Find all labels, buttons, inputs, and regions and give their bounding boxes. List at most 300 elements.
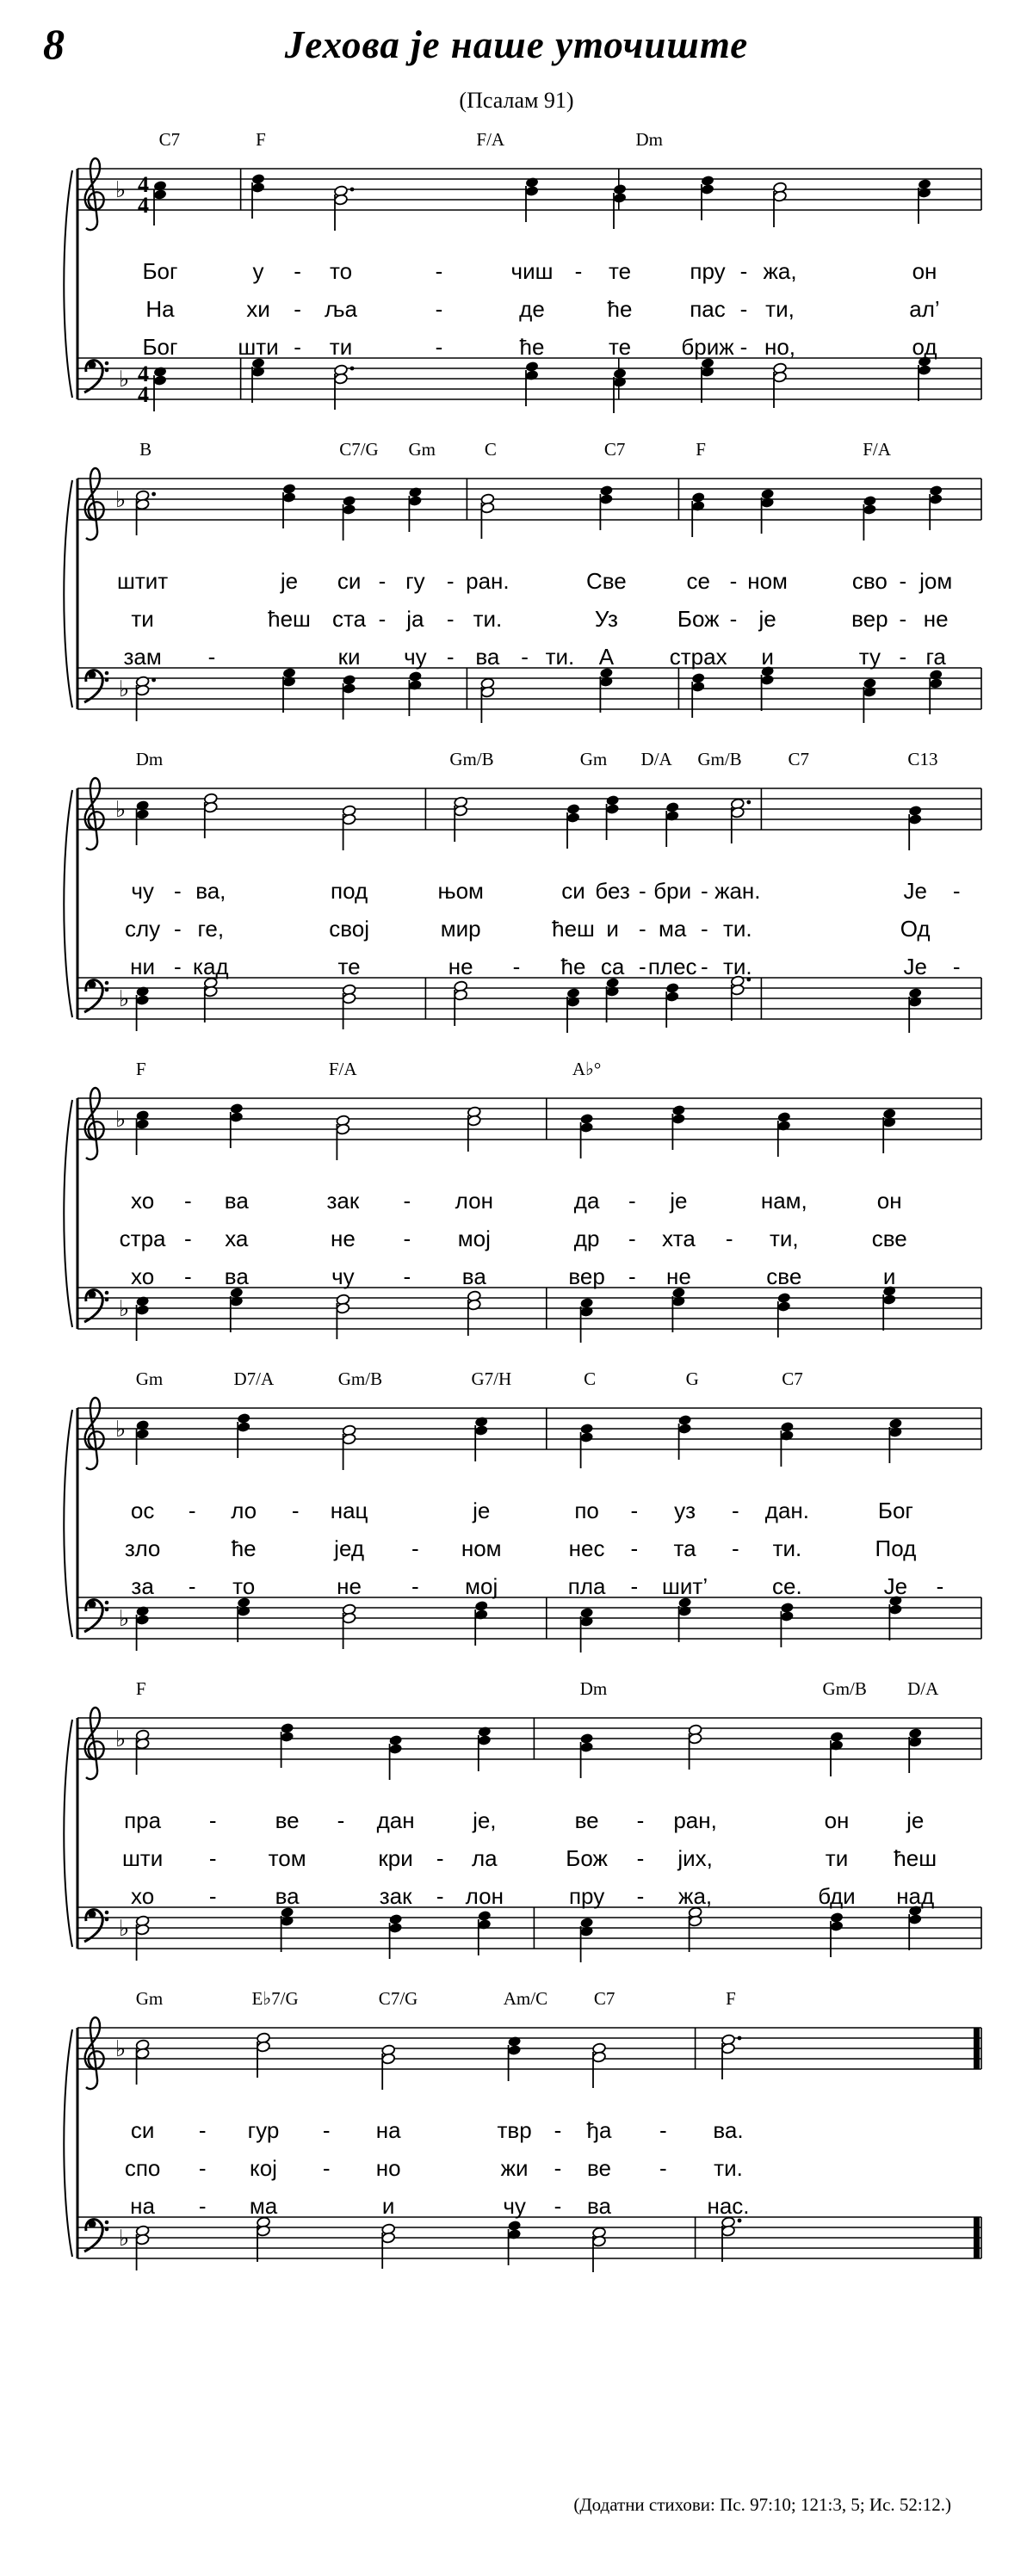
lyric-syllable: кој bbox=[250, 2155, 277, 2181]
lyric-syllable: ки bbox=[337, 644, 361, 670]
lyric-syllable: хи bbox=[246, 296, 270, 322]
lyric-hyphen: - bbox=[435, 258, 443, 284]
grand-staff bbox=[0, 2011, 1033, 2298]
lyric-hyphen: - bbox=[739, 296, 748, 322]
chord-label: C7 bbox=[603, 439, 626, 460]
lyric-syllable: чу bbox=[331, 1263, 355, 1289]
chord-label: B bbox=[139, 439, 152, 460]
chord-label: Gm/B bbox=[449, 749, 494, 769]
lyric-hyphen: - bbox=[701, 878, 708, 904]
lyric-line-verse-2 bbox=[0, 606, 1033, 635]
lyric-syllable: Бож bbox=[677, 606, 720, 632]
lyric-syllable: пла bbox=[567, 1573, 606, 1599]
lyric-syllable: Је bbox=[903, 878, 927, 904]
lyric-syllable: ал’ bbox=[909, 296, 940, 322]
chord-label: Gm/B bbox=[822, 1678, 867, 1699]
chord-label: Am/C bbox=[503, 1988, 548, 2009]
lyric-syllable: на bbox=[375, 2117, 401, 2143]
lyric-hyphen: - bbox=[729, 568, 738, 594]
lyric-hyphen: - bbox=[636, 1807, 645, 1833]
chord-label: Gm bbox=[579, 749, 608, 769]
lyric-hyphen: - bbox=[411, 1573, 419, 1599]
lyric-syllable: том bbox=[268, 1845, 306, 1871]
lyric-hyphen: - bbox=[639, 916, 646, 942]
lyric-line-verse-1 bbox=[0, 2117, 1033, 2147]
lyric-syllable: мој bbox=[465, 1573, 498, 1599]
lyric-syllable: те bbox=[608, 258, 632, 284]
chord-label: C7/G bbox=[339, 439, 379, 460]
lyric-hyphen: - bbox=[208, 1845, 217, 1871]
lyric-syllable: ве bbox=[275, 1807, 300, 1833]
lyric-hyphen: - bbox=[322, 2117, 331, 2143]
lyric-syllable: хо bbox=[131, 1883, 155, 1909]
lyric-syllable: нас. bbox=[707, 2193, 750, 2219]
lyric-syllable: свој bbox=[329, 916, 369, 942]
lyric-syllable: ва bbox=[475, 644, 500, 670]
chord-label: C7 bbox=[593, 1988, 615, 2009]
lyric-syllable: жа, bbox=[763, 258, 797, 284]
lyric-syllable: ће bbox=[519, 334, 545, 360]
chord-label: C bbox=[584, 1368, 597, 1389]
chord-label: Dm bbox=[135, 749, 164, 769]
lyric-hyphen: - bbox=[322, 2155, 331, 2181]
chord-label: F bbox=[256, 129, 266, 150]
lyric-syllable: је bbox=[280, 568, 299, 594]
lyric-syllable: Све bbox=[586, 568, 627, 594]
music-system-4 bbox=[0, 1059, 1033, 1368]
lyric-syllable: хо bbox=[131, 1188, 155, 1214]
lyric-syllable: се bbox=[686, 568, 710, 594]
lyric-syllable: ни bbox=[130, 954, 156, 979]
lyric-hyphen: - bbox=[739, 258, 748, 284]
lyric-hyphen: - bbox=[446, 644, 455, 670]
lyric-hyphen: - bbox=[630, 1498, 639, 1523]
lyric-syllable: Бог bbox=[142, 334, 178, 360]
chord-label: Gm/B bbox=[697, 749, 742, 769]
lyric-syllable: жан. bbox=[714, 878, 761, 904]
lyric-syllable: без bbox=[595, 878, 630, 904]
lyric-syllable: не bbox=[923, 606, 949, 632]
lyric-syllable: лон bbox=[465, 1883, 504, 1909]
lyric-syllable: ћеш bbox=[552, 916, 595, 942]
lyric-hyphen: - bbox=[630, 1535, 639, 1561]
lyric-syllable: зло bbox=[124, 1535, 161, 1561]
lyric-hyphen: - bbox=[659, 2117, 667, 2143]
lyric-syllable: ном bbox=[461, 1535, 502, 1561]
grand-staff bbox=[0, 1391, 1033, 1678]
lyric-hyphen: - bbox=[630, 1573, 639, 1599]
chord-label: Gm/B bbox=[337, 1368, 383, 1389]
lyric-syllable: си bbox=[337, 568, 362, 594]
lyric-hyphen: - bbox=[446, 568, 455, 594]
lyric-syllable: хта bbox=[661, 1226, 696, 1251]
chord-label: C7 bbox=[788, 749, 809, 769]
chord-label: E♭7/G bbox=[251, 1988, 299, 2009]
lyric-hyphen: - bbox=[628, 1188, 636, 1214]
lyric-hyphen: - bbox=[174, 916, 182, 942]
lyric-syllable: шит’ bbox=[662, 1573, 708, 1599]
lyric-syllable: но bbox=[375, 2155, 401, 2181]
lyric-syllable: пру bbox=[690, 258, 726, 284]
lyric-syllable: бди bbox=[818, 1883, 856, 1909]
lyric-line-verse-3 bbox=[0, 644, 1033, 673]
lyric-syllable: си bbox=[561, 878, 585, 904]
chord-row bbox=[0, 1059, 1033, 1081]
grand-staff bbox=[0, 1701, 1033, 1988]
lyric-hyphen: - bbox=[732, 1535, 739, 1561]
lyric-syllable: де bbox=[519, 296, 545, 322]
lyric-hyphen: - bbox=[446, 606, 455, 632]
lyric-line-verse-1 bbox=[0, 1188, 1033, 1217]
lyric-hyphen: - bbox=[554, 2117, 562, 2143]
lyric-syllable: је bbox=[906, 1807, 925, 1833]
music-system-5 bbox=[0, 1368, 1033, 1678]
lyric-syllable: не bbox=[665, 1263, 691, 1289]
chord-label: F bbox=[726, 1988, 736, 2009]
lyric-syllable: ха bbox=[225, 1226, 249, 1251]
lyric-syllable: ва bbox=[224, 1263, 249, 1289]
chord-label: G7/H bbox=[471, 1368, 512, 1389]
lyric-syllable: на bbox=[130, 2193, 156, 2219]
lyric-syllable: Бож bbox=[566, 1845, 608, 1871]
lyric-syllable: ва bbox=[275, 1883, 300, 1909]
lyric-hyphen: - bbox=[725, 1226, 733, 1251]
lyric-line-verse-3 bbox=[0, 334, 1033, 363]
staff-notation bbox=[0, 1701, 1033, 1988]
systems bbox=[0, 129, 1033, 2298]
grand-staff bbox=[0, 151, 1033, 439]
lyric-syllable: чу bbox=[404, 644, 427, 670]
lyric-hyphen: - bbox=[521, 644, 529, 670]
lyric-line-verse-1 bbox=[0, 1807, 1033, 1837]
lyric-syllable: уз bbox=[674, 1498, 696, 1523]
lyric-line-verse-2 bbox=[0, 916, 1033, 945]
lyric-syllable: те bbox=[608, 334, 632, 360]
lyric-syllable: пра bbox=[124, 1807, 162, 1833]
lyric-hyphen: - bbox=[739, 334, 748, 360]
chord-row bbox=[0, 439, 1033, 461]
lyric-syllable: дан bbox=[376, 1807, 415, 1833]
lyric-syllable: ће bbox=[560, 954, 586, 979]
lyric-syllable: сво bbox=[851, 568, 888, 594]
lyric-syllable: страх bbox=[669, 644, 727, 670]
lyric-hyphen: - bbox=[403, 1226, 411, 1251]
lyric-line-verse-2 bbox=[0, 296, 1033, 325]
lyric-syllable: у bbox=[252, 258, 264, 284]
lyric-syllable: га bbox=[925, 644, 946, 670]
lyric-syllable: ве bbox=[574, 1807, 599, 1833]
song-subtitle: (Псалам 91) bbox=[459, 88, 574, 113]
svg-text:4: 4 bbox=[138, 172, 149, 197]
chord-label: Gm bbox=[135, 1988, 164, 2009]
lyric-syllable: ран, bbox=[673, 1807, 717, 1833]
music-system-1 bbox=[0, 129, 1033, 439]
lyric-line-verse-3 bbox=[0, 1573, 1033, 1603]
lyric-line-verse-2 bbox=[0, 1226, 1033, 1255]
svg-text:♭: ♭ bbox=[119, 1916, 130, 1942]
lyric-hyphen: - bbox=[899, 606, 907, 632]
music-system-3 bbox=[0, 749, 1033, 1059]
lyric-syllable: ћеш bbox=[268, 606, 311, 632]
chord-label: C7 bbox=[158, 129, 181, 150]
lyric-syllable: хо bbox=[131, 1263, 155, 1289]
lyric-syllable: ти. bbox=[714, 2155, 743, 2181]
lyric-syllable: ти bbox=[825, 1845, 849, 1871]
lyric-hyphen: - bbox=[639, 954, 646, 979]
lyric-hyphen: - bbox=[294, 334, 301, 360]
lyric-syllable: ћеш bbox=[894, 1845, 937, 1871]
chord-row bbox=[0, 749, 1033, 771]
lyric-syllable: ти bbox=[131, 606, 154, 632]
lyric-syllable: Је bbox=[903, 954, 927, 979]
lyric-syllable: шти bbox=[238, 334, 279, 360]
lyric-line-verse-3 bbox=[0, 1263, 1033, 1293]
svg-text:♭: ♭ bbox=[115, 487, 127, 513]
svg-text:♭: ♭ bbox=[119, 1606, 130, 1632]
lyric-syllable: јед bbox=[334, 1535, 365, 1561]
lyric-syllable: зак bbox=[326, 1188, 360, 1214]
staff-notation bbox=[0, 151, 1033, 439]
lyric-syllable: не bbox=[337, 1573, 362, 1599]
lyric-syllable: си bbox=[130, 2117, 155, 2143]
svg-text:♭: ♭ bbox=[115, 2036, 127, 2062]
lyric-syllable: ва, bbox=[195, 878, 226, 904]
lyric-syllable: и bbox=[761, 644, 774, 670]
lyric-syllable: вер bbox=[568, 1263, 605, 1289]
lyric-syllable: ти. bbox=[772, 1535, 802, 1561]
svg-text:♭: ♭ bbox=[119, 2226, 130, 2252]
grand-staff bbox=[0, 771, 1033, 1059]
chord-label: C7/G bbox=[378, 1988, 418, 2009]
lyric-syllable: ге, bbox=[197, 916, 225, 942]
lyric-syllable: то bbox=[232, 1573, 256, 1599]
lyric-syllable: но, bbox=[764, 334, 796, 360]
lyric-syllable: и bbox=[882, 1263, 896, 1289]
lyric-syllable: кад bbox=[193, 954, 229, 979]
lyric-hyphen: - bbox=[436, 1845, 444, 1871]
music-system-7 bbox=[0, 1988, 1033, 2298]
staff-notation bbox=[0, 771, 1033, 1059]
lyric-syllable: ти, bbox=[765, 296, 795, 322]
lyric-syllable: ти bbox=[329, 334, 353, 360]
lyric-syllable: то bbox=[329, 258, 353, 284]
lyric-syllable: ту bbox=[858, 644, 881, 670]
lyric-syllable: је, bbox=[473, 1807, 497, 1833]
lyric-syllable: слу bbox=[125, 916, 161, 942]
chord-row bbox=[0, 1678, 1033, 1701]
svg-text:4: 4 bbox=[138, 382, 149, 407]
lyric-syllable: бриж bbox=[681, 334, 734, 360]
lyric-syllable: је bbox=[473, 1498, 491, 1523]
lyric-hyphen: - bbox=[574, 258, 583, 284]
lyric-hyphen: - bbox=[952, 954, 961, 979]
lyric-syllable: чиш bbox=[510, 258, 554, 284]
lyric-hyphen: - bbox=[188, 1498, 196, 1523]
lyric-syllable: плес bbox=[647, 954, 697, 979]
chord-label: D7/A bbox=[233, 1368, 275, 1389]
lyric-hyphen: - bbox=[639, 878, 646, 904]
lyric-hyphen: - bbox=[378, 568, 387, 594]
lyric-syllable: ста bbox=[332, 606, 367, 632]
lyric-hyphen: - bbox=[207, 644, 216, 670]
svg-text:♭: ♭ bbox=[115, 1417, 127, 1442]
lyric-hyphen: - bbox=[701, 954, 708, 979]
chord-label: F/A bbox=[863, 439, 891, 460]
svg-text:4: 4 bbox=[138, 193, 149, 218]
lyric-syllable: чу bbox=[503, 2193, 526, 2219]
lyric-syllable: и bbox=[606, 916, 619, 942]
lyric-syllable: На bbox=[145, 296, 175, 322]
staff-notation bbox=[0, 1081, 1033, 1368]
chord-label: Gm bbox=[408, 439, 436, 460]
lyric-hyphen: - bbox=[184, 1226, 192, 1251]
chord-label: F bbox=[135, 1059, 146, 1079]
chord-label: Gm bbox=[135, 1368, 164, 1389]
lyric-syllable: се. bbox=[772, 1573, 802, 1599]
lyric-hyphen: - bbox=[188, 1573, 196, 1599]
music-system-6 bbox=[0, 1678, 1033, 1988]
lyric-syllable: је bbox=[670, 1188, 688, 1214]
lyric-hyphen: - bbox=[208, 1883, 217, 1909]
svg-text:♭: ♭ bbox=[115, 1727, 127, 1752]
lyric-syllable: штит bbox=[116, 568, 169, 594]
lyric-syllable: ма bbox=[659, 916, 687, 942]
lyric-hyphen: - bbox=[294, 258, 301, 284]
svg-text:♭: ♭ bbox=[119, 986, 130, 1012]
lyric-hyphen: - bbox=[403, 1188, 411, 1214]
lyric-syllable: све bbox=[871, 1226, 907, 1251]
chord-row bbox=[0, 1368, 1033, 1391]
lyric-syllable: шти bbox=[121, 1845, 164, 1871]
lyric-syllable: ће bbox=[231, 1535, 257, 1561]
lyric-syllable: кри bbox=[378, 1845, 413, 1871]
lyric-syllable: та bbox=[673, 1535, 696, 1561]
lyric-syllable: ве bbox=[587, 2155, 611, 2181]
lyric-hyphen: - bbox=[337, 1807, 345, 1833]
lyric-syllable: ва bbox=[587, 2193, 611, 2219]
chord-label: C13 bbox=[907, 749, 938, 769]
lyric-line-verse-3 bbox=[0, 2193, 1033, 2222]
lyric-hyphen: - bbox=[554, 2155, 562, 2181]
footer-scripture-references: (Додатни стихови: Пс. 97:10; 121:3, 5; Ис. 52:12.) bbox=[573, 2494, 951, 2515]
lyric-syllable: ти. bbox=[545, 644, 575, 670]
lyric-syllable: и bbox=[381, 2193, 395, 2219]
lyric-hyphen: - bbox=[636, 1845, 645, 1871]
lyric-syllable: бри bbox=[653, 878, 692, 904]
svg-text:♭: ♭ bbox=[115, 797, 127, 823]
lyric-syllable: ља bbox=[324, 296, 358, 322]
lyric-line-verse-3 bbox=[0, 1883, 1033, 1912]
lyric-syllable: ти. bbox=[722, 916, 752, 942]
lyric-hyphen: - bbox=[899, 644, 907, 670]
lyric-hyphen: - bbox=[208, 1807, 217, 1833]
svg-text:♭: ♭ bbox=[115, 1107, 127, 1133]
chord-label: Dm bbox=[635, 129, 664, 150]
lyric-syllable: пас bbox=[690, 296, 726, 322]
lyric-syllable: жи bbox=[500, 2155, 529, 2181]
lyric-syllable: њом bbox=[437, 878, 484, 904]
lyric-syllable: мој bbox=[457, 1226, 491, 1251]
lyric-hyphen: - bbox=[184, 1263, 192, 1289]
lyric-syllable: за bbox=[131, 1573, 154, 1599]
lyric-syllable: ће bbox=[607, 296, 633, 322]
svg-text:♭: ♭ bbox=[115, 177, 127, 203]
song-number: 8 bbox=[43, 20, 65, 68]
lyric-syllable: ва bbox=[461, 1263, 486, 1289]
lyric-syllable: ва bbox=[224, 1188, 249, 1214]
lyric-hyphen: - bbox=[732, 1498, 739, 1523]
lyric-syllable: ос bbox=[130, 1498, 155, 1523]
lyric-hyphen: - bbox=[936, 1573, 944, 1599]
lyric-hyphen: - bbox=[198, 2117, 207, 2143]
svg-text:♭: ♭ bbox=[119, 1296, 130, 1322]
lyric-hyphen: - bbox=[198, 2193, 207, 2219]
chord-label: D/A bbox=[640, 749, 672, 769]
lyric-syllable: Бог bbox=[877, 1498, 913, 1523]
chord-label: C7 bbox=[782, 1368, 803, 1389]
lyric-line-verse-1 bbox=[0, 568, 1033, 597]
lyric-line-verse-2 bbox=[0, 1845, 1033, 1875]
lyric-syllable: под bbox=[331, 878, 368, 904]
lyric-syllable: по bbox=[574, 1498, 599, 1523]
lyric-hyphen: - bbox=[411, 1535, 419, 1561]
chord-label: G bbox=[685, 1368, 699, 1389]
lyric-syllable: А bbox=[598, 644, 615, 670]
lyric-syllable: нам, bbox=[760, 1188, 807, 1214]
chord-label: F bbox=[135, 1678, 146, 1699]
lyric-syllable: спо bbox=[124, 2155, 161, 2181]
lyric-syllable: гур bbox=[247, 2117, 280, 2143]
lyric-syllable: ва. bbox=[713, 2117, 744, 2143]
lyric-hyphen: - bbox=[435, 296, 443, 322]
lyric-syllable: нес bbox=[568, 1535, 605, 1561]
chord-label: F bbox=[696, 439, 706, 460]
lyric-syllable: чу bbox=[131, 878, 154, 904]
lyric-hyphen: - bbox=[729, 606, 738, 632]
lyric-hyphen: - bbox=[512, 954, 521, 979]
lyric-syllable: од bbox=[912, 334, 937, 360]
lyric-hyphen: - bbox=[403, 1263, 411, 1289]
lyric-syllable: твр bbox=[497, 2117, 532, 2143]
chord-label: C bbox=[484, 439, 497, 460]
lyric-line-verse-3 bbox=[0, 954, 1033, 983]
lyric-syllable: ран. bbox=[466, 568, 510, 594]
lyric-syllable: те bbox=[337, 954, 361, 979]
lyric-syllable: он bbox=[912, 258, 937, 284]
lyric-hyphen: - bbox=[636, 1883, 645, 1909]
lyric-syllable: Бог bbox=[142, 258, 178, 284]
grand-staff bbox=[0, 1081, 1033, 1368]
lyric-syllable: ло bbox=[231, 1498, 257, 1523]
lyric-syllable: ти, bbox=[769, 1226, 799, 1251]
staff-notation bbox=[0, 461, 1033, 749]
svg-text:♭: ♭ bbox=[119, 676, 130, 702]
lyric-syllable: ма bbox=[249, 2193, 278, 2219]
lyric-syllable: све bbox=[766, 1263, 802, 1289]
lyric-syllable: он bbox=[876, 1188, 902, 1214]
lyric-line-verse-1 bbox=[0, 1498, 1033, 1527]
lyric-hyphen: - bbox=[294, 296, 301, 322]
chord-label: D/A bbox=[907, 1678, 939, 1699]
lyric-syllable: мир bbox=[440, 916, 481, 942]
staff-notation bbox=[0, 1391, 1033, 1678]
lyric-syllable: не bbox=[448, 954, 473, 979]
lyric-syllable: гу bbox=[405, 568, 425, 594]
lyric-hyphen: - bbox=[435, 334, 443, 360]
lyric-syllable: са bbox=[600, 954, 625, 979]
lyric-syllable: он bbox=[824, 1807, 850, 1833]
lyric-syllable: др bbox=[573, 1226, 600, 1251]
